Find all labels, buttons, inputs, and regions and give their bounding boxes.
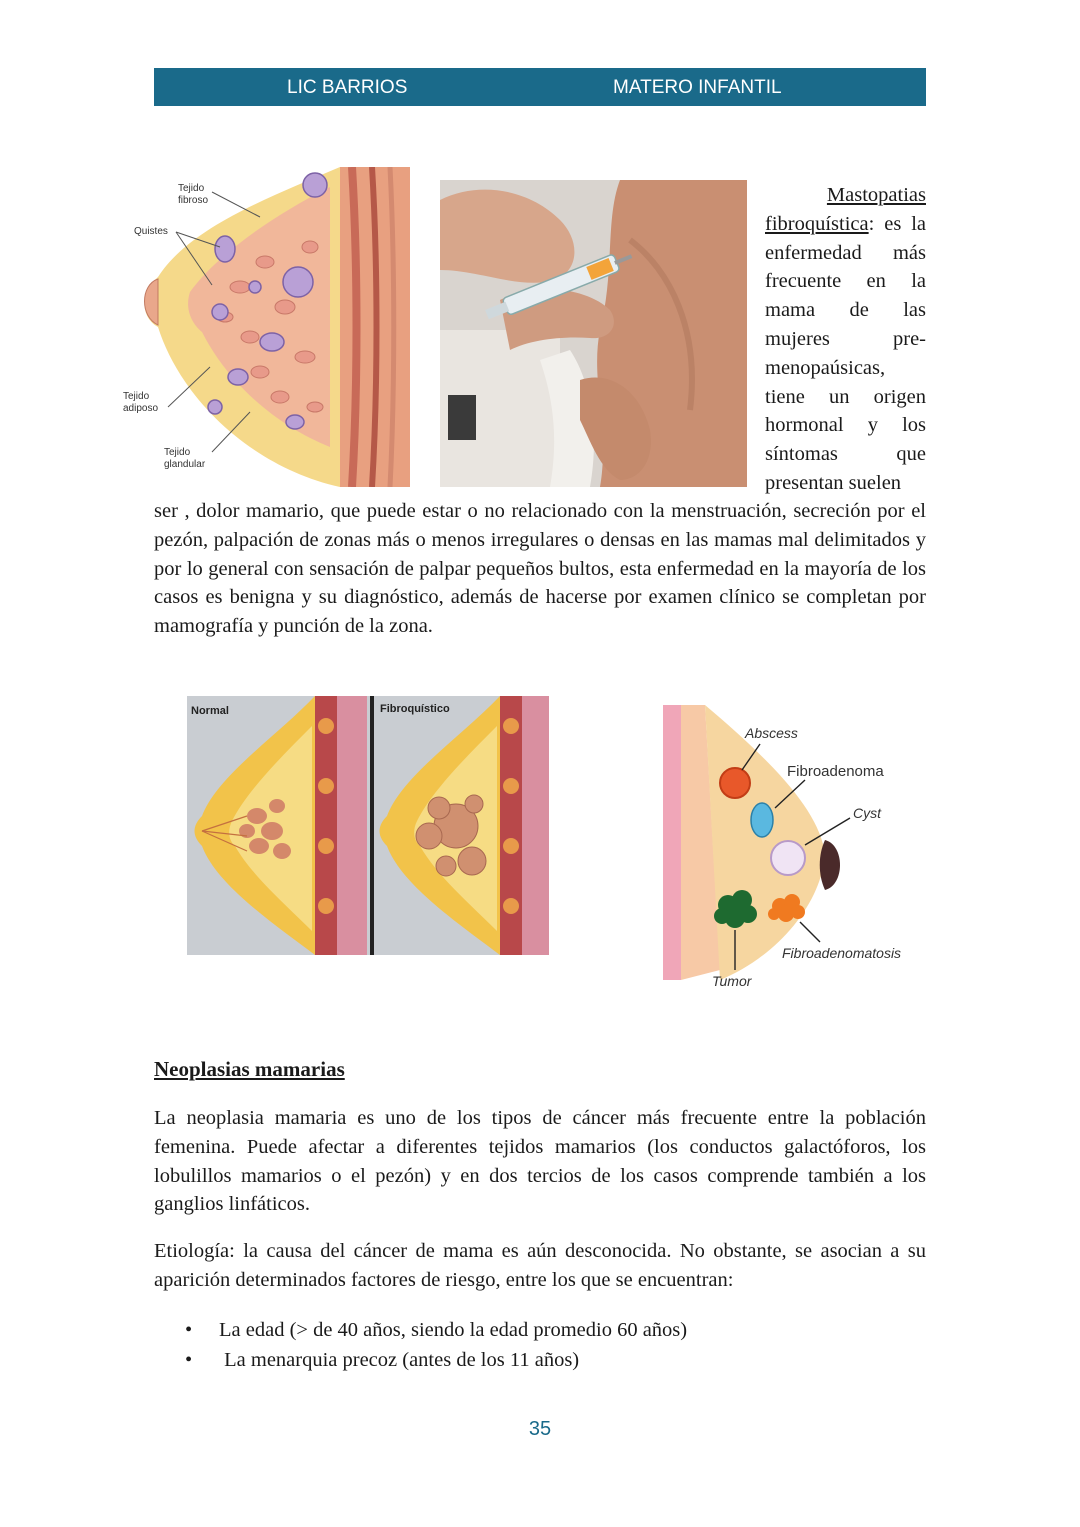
- label-adipose-1: Tejido: [123, 391, 150, 402]
- mastopatia-term-1: Mastopatias: [826, 184, 926, 206]
- label-glandular-2: glandular: [164, 459, 206, 470]
- risk-factor-text: La menarquia precoz (antes de los 11 años): [219, 1349, 580, 1371]
- neoplasias-paragraph-2: Etiología: la causa del cáncer de mama es aún desconocida. No obstante, se asocian a su aparición determinados factores de riesgo, entre los que se encuentran:: [154, 1240, 926, 1291]
- breast-pathologies-diagram: [620, 680, 940, 1000]
- page-number: 35: [528, 1418, 552, 1440]
- label-adipose-2: adiposo: [123, 403, 159, 414]
- label-abscess: Abscess: [745, 725, 798, 741]
- list-item: • La edad (> de 40 años, siendo la edad promedio 60 años): [185, 1315, 687, 1345]
- label-fibroadenomatosis: Fibroadenomatosis: [782, 945, 902, 961]
- breast-puncture-photo: [440, 180, 747, 487]
- label-fibrous-2: fibroso: [178, 195, 209, 206]
- label-cysts: Quistes: [134, 226, 168, 237]
- section-heading-neoplasias: Neoplasias mamarias: [154, 1057, 345, 1081]
- label-fibrocystic: Fibroquístico: [380, 703, 450, 715]
- label-fibroadenoma: Fibroadenoma: [787, 763, 884, 780]
- mastopatia-continuation: ser , dolor mamario, que puede estar o no relacionado con la menstruación, secreción por el pezón, palpación de zonas más o menos irregulares o densas en las mamas mal delimitados y por lo general con sensación de palpar pequeños bultos, esta enfermedad en la mayoría de los casos es benigna y su diagnóstico, además de hacerse por examen clínico se completan por mamografía y punción de la zona.: [154, 500, 926, 638]
- risk-factors-list: [185, 1315, 687, 1375]
- label-glandular-1: Tejido: [164, 447, 191, 458]
- label-cyst: Cyst: [853, 805, 881, 821]
- mastopatia-side-text: : es la enfermedad más frecuente en la mama de las mujeres pre-menopaúsicas, tiene un origen hormonal y los síntomas que presentan suelen: [765, 212, 926, 494]
- breast-anatomy-illustration: [120, 167, 410, 487]
- page-header: [154, 68, 926, 106]
- mastopatia-intro: [765, 181, 926, 498]
- mastopatia-term-2: fibroquística: [765, 212, 869, 235]
- normal-vs-fibrocystic-illustration: [187, 696, 549, 955]
- header-author: LIC BARRIOS: [287, 77, 408, 98]
- risk-factor-text: La edad (> de 40 años, siendo la edad promedio 60 años): [219, 1319, 688, 1341]
- label-normal: Normal: [191, 705, 229, 717]
- header-subject: MATERO INFANTIL: [613, 77, 782, 98]
- neoplasias-paragraph-1: La neoplasia mamaria es uno de los tipos de cáncer más frecuente entre la población femenina. Puede afectar a diferentes tejidos mamarios (los conductos galactóforos, los lobulillos mamarios o el pezón) y en dos tercios de los casos comprende también a los ganglios linfáticos.: [154, 1107, 926, 1216]
- label-fibrous-1: Tejido: [178, 183, 205, 194]
- list-item: • La menarquia precoz (antes de los 11 años): [185, 1345, 687, 1375]
- label-tumor: Tumor: [712, 973, 752, 989]
